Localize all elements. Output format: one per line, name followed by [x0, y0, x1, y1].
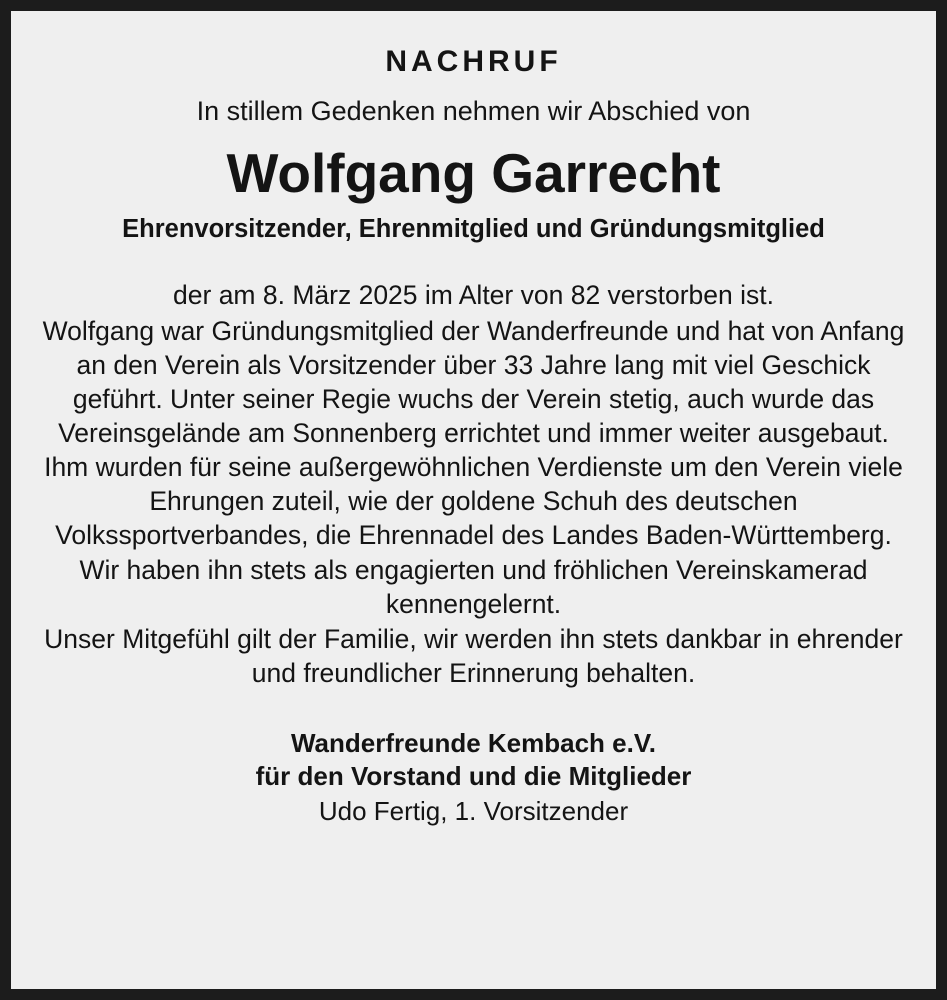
- deceased-name: Wolfgang Garrecht: [226, 142, 721, 205]
- notice-paragraph: Wolfgang war Gründungsmitglied der Wanderfreunde und hat von Anfang an den Verein als Vorsitzender über 33 Jahre lang mit viel Geschick geführt. Unter seiner Regie wuchs der Verein stetig, auch wurde das Vereinsgelände am Sonnenberg errichtet und immer weiter ausgebaut. Ihm wurden für seine außergewöhnlichen Verdienste um den Verein viele Ehrungen zuteil, wie der goldene Schuh des deutschen Volkssportverbandes, die Ehrennadel des Landes Baden-Württemberg.: [42, 315, 905, 550]
- notice-intro: In stillem Gedenken nehmen wir Abschied von: [196, 96, 751, 126]
- notice-paragraph: Unser Mitgefühl gilt der Familie, wir werden ihn stets dankbar in ehrender und freundlicher Erinnerung behalten.: [44, 623, 903, 688]
- notice-signature: [256, 727, 692, 829]
- signature-organisation: Wanderfreunde Kembach e.V.: [290, 728, 657, 759]
- signature-organisation-subline: für den Vorstand und die Mitglieder: [255, 760, 692, 791]
- notice-body: [37, 278, 910, 691]
- notice-heading: NACHRUF: [385, 45, 562, 78]
- deceased-roles: Ehrenvorsitzender, Ehrenmitglied und Gründungsmitglied: [122, 214, 825, 243]
- notice-paragraph: der am 8. März 2025 im Alter von 82 verstorben ist.: [173, 280, 774, 311]
- signature-person: Udo Fertig, 1. Vorsitzender: [318, 796, 629, 827]
- notice-paragraph: Wir haben ihn stets als engagierten und fröhlichen Vereinskamerad kennengelernt.: [79, 554, 868, 619]
